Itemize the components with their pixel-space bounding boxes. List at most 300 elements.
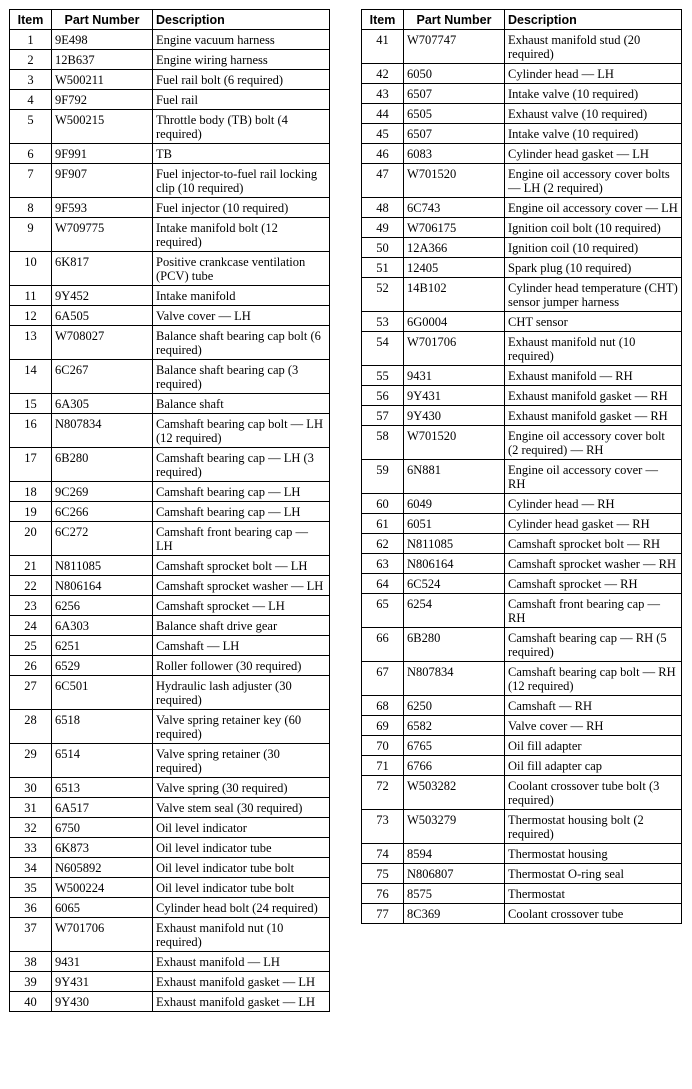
parts-table-body [362, 30, 682, 924]
part-number-cell: 6765 [404, 736, 505, 756]
table-row [10, 70, 330, 90]
table-row [10, 414, 330, 448]
description-cell: Camshaft sprocket washer — RH [505, 554, 682, 574]
part-number-cell: 6G0004 [404, 312, 505, 332]
part-number-cell: 6514 [52, 744, 153, 778]
description-cell: Camshaft — LH [153, 636, 330, 656]
description-cell: Camshaft sprocket bolt — RH [505, 534, 682, 554]
part-number-cell: 9Y452 [52, 286, 153, 306]
table-row [10, 90, 330, 110]
item-number-cell: 40 [10, 992, 52, 1012]
description-cell: Camshaft front bearing cap — RH [505, 594, 682, 628]
item-number-cell: 77 [362, 904, 404, 924]
column-header-part-number: Part Number [52, 10, 153, 30]
table-row [362, 84, 682, 104]
table-row [362, 64, 682, 84]
part-number-cell: 9Y431 [52, 972, 153, 992]
item-number-cell: 42 [362, 64, 404, 84]
part-number-cell: 6C266 [52, 502, 153, 522]
item-number-cell: 37 [10, 918, 52, 952]
item-number-cell: 46 [362, 144, 404, 164]
table-row [362, 534, 682, 554]
table-row [362, 406, 682, 426]
item-number-cell: 60 [362, 494, 404, 514]
item-number-cell: 8 [10, 198, 52, 218]
table-row [10, 502, 330, 522]
item-number-cell: 4 [10, 90, 52, 110]
part-number-cell: 6K817 [52, 252, 153, 286]
table-row [362, 198, 682, 218]
table-row [10, 952, 330, 972]
item-number-cell: 38 [10, 952, 52, 972]
part-number-cell: N605892 [52, 858, 153, 878]
parts-table-body [10, 30, 330, 1012]
description-cell: Oil level indicator [153, 818, 330, 838]
description-cell: Engine vacuum harness [153, 30, 330, 50]
description-cell: Camshaft bearing cap — LH [153, 482, 330, 502]
item-number-cell: 2 [10, 50, 52, 70]
table-row [10, 448, 330, 482]
item-number-cell: 5 [10, 110, 52, 144]
table-row [10, 656, 330, 676]
description-cell: Cylinder head bolt (24 required) [153, 898, 330, 918]
table-row [362, 514, 682, 534]
item-number-cell: 27 [10, 676, 52, 710]
item-number-cell: 64 [362, 574, 404, 594]
item-number-cell: 10 [10, 252, 52, 286]
description-cell: Balance shaft bearing cap bolt (6 required) [153, 326, 330, 360]
part-number-cell: 6K873 [52, 838, 153, 858]
table-row [362, 864, 682, 884]
part-number-cell: 6C524 [404, 574, 505, 594]
item-number-cell: 11 [10, 286, 52, 306]
part-number-cell: N806807 [404, 864, 505, 884]
part-number-cell: W503282 [404, 776, 505, 810]
item-number-cell: 57 [362, 406, 404, 426]
item-number-cell: 75 [362, 864, 404, 884]
description-cell: Camshaft bearing cap bolt — RH (12 required) [505, 662, 682, 696]
description-cell: Cylinder head temperature (CHT) sensor jumper harness [505, 278, 682, 312]
description-cell: Valve spring retainer (30 required) [153, 744, 330, 778]
part-number-cell: 6C743 [404, 198, 505, 218]
part-number-cell: 6051 [404, 514, 505, 534]
table-row [10, 636, 330, 656]
item-number-cell: 36 [10, 898, 52, 918]
item-number-cell: 41 [362, 30, 404, 64]
part-number-cell: W500215 [52, 110, 153, 144]
item-number-cell: 24 [10, 616, 52, 636]
table-row [10, 394, 330, 414]
description-cell: Intake manifold [153, 286, 330, 306]
table-row [10, 778, 330, 798]
table-row [10, 360, 330, 394]
table-row [10, 616, 330, 636]
description-cell: Oil fill adapter [505, 736, 682, 756]
table-row [362, 332, 682, 366]
table-row [10, 326, 330, 360]
part-number-cell: 9C269 [52, 482, 153, 502]
item-number-cell: 65 [362, 594, 404, 628]
part-number-cell: 6251 [52, 636, 153, 656]
description-cell: Coolant crossover tube bolt (3 required) [505, 776, 682, 810]
description-cell: Valve spring retainer key (60 required) [153, 710, 330, 744]
description-cell: Exhaust manifold — LH [153, 952, 330, 972]
description-cell: Engine oil accessory cover — LH [505, 198, 682, 218]
description-cell: Thermostat housing bolt (2 required) [505, 810, 682, 844]
table-row [362, 554, 682, 574]
table-row [10, 286, 330, 306]
table-row [362, 696, 682, 716]
item-number-cell: 20 [10, 522, 52, 556]
table-row [362, 426, 682, 460]
description-cell: Ignition coil bolt (10 required) [505, 218, 682, 238]
table-row [362, 736, 682, 756]
part-number-cell: 6C501 [52, 676, 153, 710]
item-number-cell: 62 [362, 534, 404, 554]
parts-table-left [9, 9, 330, 1012]
part-number-cell: 8C369 [404, 904, 505, 924]
table-row [362, 844, 682, 864]
part-number-cell: 12405 [404, 258, 505, 278]
item-number-cell: 26 [10, 656, 52, 676]
description-cell: Camshaft bearing cap — LH [153, 502, 330, 522]
part-number-cell: N811085 [404, 534, 505, 554]
item-number-cell: 28 [10, 710, 52, 744]
item-number-cell: 50 [362, 238, 404, 258]
table-row [362, 756, 682, 776]
part-number-cell: 6C272 [52, 522, 153, 556]
table-row [362, 904, 682, 924]
table-row [362, 628, 682, 662]
table-row [10, 198, 330, 218]
table-row [10, 992, 330, 1012]
table-row [10, 798, 330, 818]
description-cell: Valve cover — LH [153, 306, 330, 326]
part-number-cell: 6256 [52, 596, 153, 616]
item-number-cell: 54 [362, 332, 404, 366]
part-number-cell: W500224 [52, 878, 153, 898]
item-number-cell: 43 [362, 84, 404, 104]
table-row [362, 884, 682, 904]
part-number-cell: 9F792 [52, 90, 153, 110]
table-row [362, 386, 682, 406]
item-number-cell: 55 [362, 366, 404, 386]
item-number-cell: 45 [362, 124, 404, 144]
table-row [362, 218, 682, 238]
description-cell: Intake valve (10 required) [505, 124, 682, 144]
description-cell: Exhaust valve (10 required) [505, 104, 682, 124]
description-cell: TB [153, 144, 330, 164]
table-row [362, 30, 682, 64]
part-number-cell: 6A303 [52, 616, 153, 636]
table-row [10, 858, 330, 878]
description-cell: Camshaft bearing cap bolt — LH (12 required) [153, 414, 330, 448]
table-row [362, 716, 682, 736]
item-number-cell: 25 [10, 636, 52, 656]
description-cell: Balance shaft [153, 394, 330, 414]
part-number-cell: W701520 [404, 426, 505, 460]
item-number-cell: 76 [362, 884, 404, 904]
part-number-cell: 9Y430 [52, 992, 153, 1012]
item-number-cell: 59 [362, 460, 404, 494]
part-number-cell: 6B280 [404, 628, 505, 662]
description-cell: Exhaust manifold gasket — LH [153, 972, 330, 992]
table-row [362, 312, 682, 332]
table-row [362, 164, 682, 198]
description-cell: Engine oil accessory cover bolt (2 required) — RH [505, 426, 682, 460]
description-cell: Valve spring (30 required) [153, 778, 330, 798]
table-row [10, 898, 330, 918]
part-number-cell: 6N881 [404, 460, 505, 494]
item-number-cell: 44 [362, 104, 404, 124]
table-row [362, 144, 682, 164]
part-number-cell: N806164 [52, 576, 153, 596]
item-number-cell: 7 [10, 164, 52, 198]
item-number-cell: 74 [362, 844, 404, 864]
description-cell: Spark plug (10 required) [505, 258, 682, 278]
part-number-cell: 6582 [404, 716, 505, 736]
description-cell: Engine oil accessory cover — RH [505, 460, 682, 494]
item-number-cell: 21 [10, 556, 52, 576]
item-number-cell: 13 [10, 326, 52, 360]
item-number-cell: 72 [362, 776, 404, 810]
table-row [362, 810, 682, 844]
item-number-cell: 14 [10, 360, 52, 394]
item-number-cell: 73 [362, 810, 404, 844]
table-row [10, 744, 330, 778]
table-row [362, 460, 682, 494]
part-number-cell: 6766 [404, 756, 505, 776]
part-number-cell: 8594 [404, 844, 505, 864]
part-number-cell: 6050 [404, 64, 505, 84]
item-number-cell: 68 [362, 696, 404, 716]
description-cell: Camshaft bearing cap — RH (5 required) [505, 628, 682, 662]
table-row [10, 30, 330, 50]
item-number-cell: 52 [362, 278, 404, 312]
description-cell: Exhaust manifold gasket — RH [505, 406, 682, 426]
description-cell: Oil fill adapter cap [505, 756, 682, 776]
item-number-cell: 49 [362, 218, 404, 238]
description-cell: Thermostat housing [505, 844, 682, 864]
table-row [10, 556, 330, 576]
part-number-cell: 12B637 [52, 50, 153, 70]
column-header-item: Item [10, 10, 52, 30]
item-number-cell: 53 [362, 312, 404, 332]
item-number-cell: 1 [10, 30, 52, 50]
part-number-cell: N807834 [404, 662, 505, 696]
table-row [10, 710, 330, 744]
part-number-cell: 9Y431 [404, 386, 505, 406]
item-number-cell: 23 [10, 596, 52, 616]
description-cell: Intake valve (10 required) [505, 84, 682, 104]
part-number-cell: 6505 [404, 104, 505, 124]
description-cell: Thermostat O-ring seal [505, 864, 682, 884]
table-row [10, 482, 330, 502]
part-number-cell: 9431 [404, 366, 505, 386]
item-number-cell: 47 [362, 164, 404, 198]
description-cell: Exhaust manifold nut (10 required) [153, 918, 330, 952]
item-number-cell: 29 [10, 744, 52, 778]
description-cell: Valve cover — RH [505, 716, 682, 736]
description-cell: Exhaust manifold — RH [505, 366, 682, 386]
item-number-cell: 63 [362, 554, 404, 574]
part-number-cell: 9F593 [52, 198, 153, 218]
part-number-cell: W701706 [404, 332, 505, 366]
column-header-description: Description [153, 10, 330, 30]
item-number-cell: 6 [10, 144, 52, 164]
table-row [362, 662, 682, 696]
table-row [10, 110, 330, 144]
item-number-cell: 18 [10, 482, 52, 502]
item-number-cell: 71 [362, 756, 404, 776]
table-row [10, 252, 330, 286]
description-cell: Cylinder head gasket — RH [505, 514, 682, 534]
part-number-cell: 6065 [52, 898, 153, 918]
part-number-cell: 6A305 [52, 394, 153, 414]
part-number-cell: W707747 [404, 30, 505, 64]
part-number-cell: 6B280 [52, 448, 153, 482]
description-cell: Roller follower (30 required) [153, 656, 330, 676]
part-number-cell: 6049 [404, 494, 505, 514]
item-number-cell: 70 [362, 736, 404, 756]
part-number-cell: N811085 [52, 556, 153, 576]
description-cell: Engine wiring harness [153, 50, 330, 70]
description-cell: Fuel rail [153, 90, 330, 110]
description-cell: Camshaft sprocket bolt — LH [153, 556, 330, 576]
part-number-cell: 9F907 [52, 164, 153, 198]
item-number-cell: 15 [10, 394, 52, 414]
description-cell: Oil level indicator tube bolt [153, 858, 330, 878]
description-cell: Exhaust manifold gasket — RH [505, 386, 682, 406]
description-cell: Cylinder head gasket — LH [505, 144, 682, 164]
part-number-cell: W706175 [404, 218, 505, 238]
table-row [10, 576, 330, 596]
item-number-cell: 16 [10, 414, 52, 448]
item-number-cell: 69 [362, 716, 404, 736]
description-cell: Fuel injector-to-fuel rail locking clip (10 required) [153, 164, 330, 198]
part-number-cell: 6507 [404, 124, 505, 144]
column-header-item: Item [362, 10, 404, 30]
item-number-cell: 32 [10, 818, 52, 838]
description-cell: Thermostat [505, 884, 682, 904]
part-number-cell: 8575 [404, 884, 505, 904]
item-number-cell: 12 [10, 306, 52, 326]
part-number-cell: 6250 [404, 696, 505, 716]
description-cell: Exhaust manifold gasket — LH [153, 992, 330, 1012]
part-number-cell: W701706 [52, 918, 153, 952]
item-number-cell: 34 [10, 858, 52, 878]
description-cell: Balance shaft drive gear [153, 616, 330, 636]
description-cell: Cylinder head — LH [505, 64, 682, 84]
part-number-cell: 6750 [52, 818, 153, 838]
table-row [362, 104, 682, 124]
description-cell: Camshaft sprocket — LH [153, 596, 330, 616]
description-cell: Cylinder head — RH [505, 494, 682, 514]
item-number-cell: 17 [10, 448, 52, 482]
description-cell: Intake manifold bolt (12 required) [153, 218, 330, 252]
description-cell: CHT sensor [505, 312, 682, 332]
item-number-cell: 48 [362, 198, 404, 218]
table-row [362, 366, 682, 386]
part-number-cell: 6083 [404, 144, 505, 164]
part-number-cell: 6507 [404, 84, 505, 104]
table-row [362, 258, 682, 278]
part-number-cell: 12A366 [404, 238, 505, 258]
item-number-cell: 67 [362, 662, 404, 696]
item-number-cell: 58 [362, 426, 404, 460]
description-cell: Ignition coil (10 required) [505, 238, 682, 258]
parts-table-right [361, 9, 682, 924]
item-number-cell: 61 [362, 514, 404, 534]
table-row [10, 596, 330, 616]
part-number-cell: 6A517 [52, 798, 153, 818]
part-number-cell: 9431 [52, 952, 153, 972]
item-number-cell: 30 [10, 778, 52, 798]
description-cell: Oil level indicator tube bolt [153, 878, 330, 898]
table-row [10, 144, 330, 164]
description-cell: Camshaft sprocket washer — LH [153, 576, 330, 596]
description-cell: Balance shaft bearing cap (3 required) [153, 360, 330, 394]
part-number-cell: 9E498 [52, 30, 153, 50]
table-row [10, 676, 330, 710]
item-number-cell: 33 [10, 838, 52, 858]
part-number-cell: W500211 [52, 70, 153, 90]
item-number-cell: 51 [362, 258, 404, 278]
description-cell: Positive crankcase ventilation (PCV) tube [153, 252, 330, 286]
item-number-cell: 31 [10, 798, 52, 818]
table-row [362, 494, 682, 514]
description-cell: Coolant crossover tube [505, 904, 682, 924]
column-header-description: Description [505, 10, 682, 30]
description-cell: Camshaft sprocket — RH [505, 574, 682, 594]
item-number-cell: 3 [10, 70, 52, 90]
table-row [10, 878, 330, 898]
description-cell: Fuel rail bolt (6 required) [153, 70, 330, 90]
description-cell: Valve stem seal (30 required) [153, 798, 330, 818]
description-cell: Throttle body (TB) bolt (4 required) [153, 110, 330, 144]
description-cell: Hydraulic lash adjuster (30 required) [153, 676, 330, 710]
description-cell: Oil level indicator tube [153, 838, 330, 858]
description-cell: Exhaust manifold stud (20 required) [505, 30, 682, 64]
item-number-cell: 39 [10, 972, 52, 992]
item-number-cell: 9 [10, 218, 52, 252]
item-number-cell: 66 [362, 628, 404, 662]
description-cell: Camshaft bearing cap — LH (3 required) [153, 448, 330, 482]
table-row [362, 124, 682, 144]
part-number-cell: 14B102 [404, 278, 505, 312]
item-number-cell: 19 [10, 502, 52, 522]
item-number-cell: 35 [10, 878, 52, 898]
table-row [10, 838, 330, 858]
table-row [10, 306, 330, 326]
table-row [10, 50, 330, 70]
table-row [362, 278, 682, 312]
table-row [10, 818, 330, 838]
part-number-cell: 6C267 [52, 360, 153, 394]
table-row [362, 594, 682, 628]
table-row [10, 972, 330, 992]
part-number-cell: 6529 [52, 656, 153, 676]
table-row [10, 218, 330, 252]
part-number-cell: W709775 [52, 218, 153, 252]
item-number-cell: 22 [10, 576, 52, 596]
description-cell: Camshaft — RH [505, 696, 682, 716]
description-cell: Exhaust manifold nut (10 required) [505, 332, 682, 366]
part-number-cell: W503279 [404, 810, 505, 844]
part-number-cell: 6518 [52, 710, 153, 744]
part-number-cell: N807834 [52, 414, 153, 448]
header-row [362, 10, 682, 30]
